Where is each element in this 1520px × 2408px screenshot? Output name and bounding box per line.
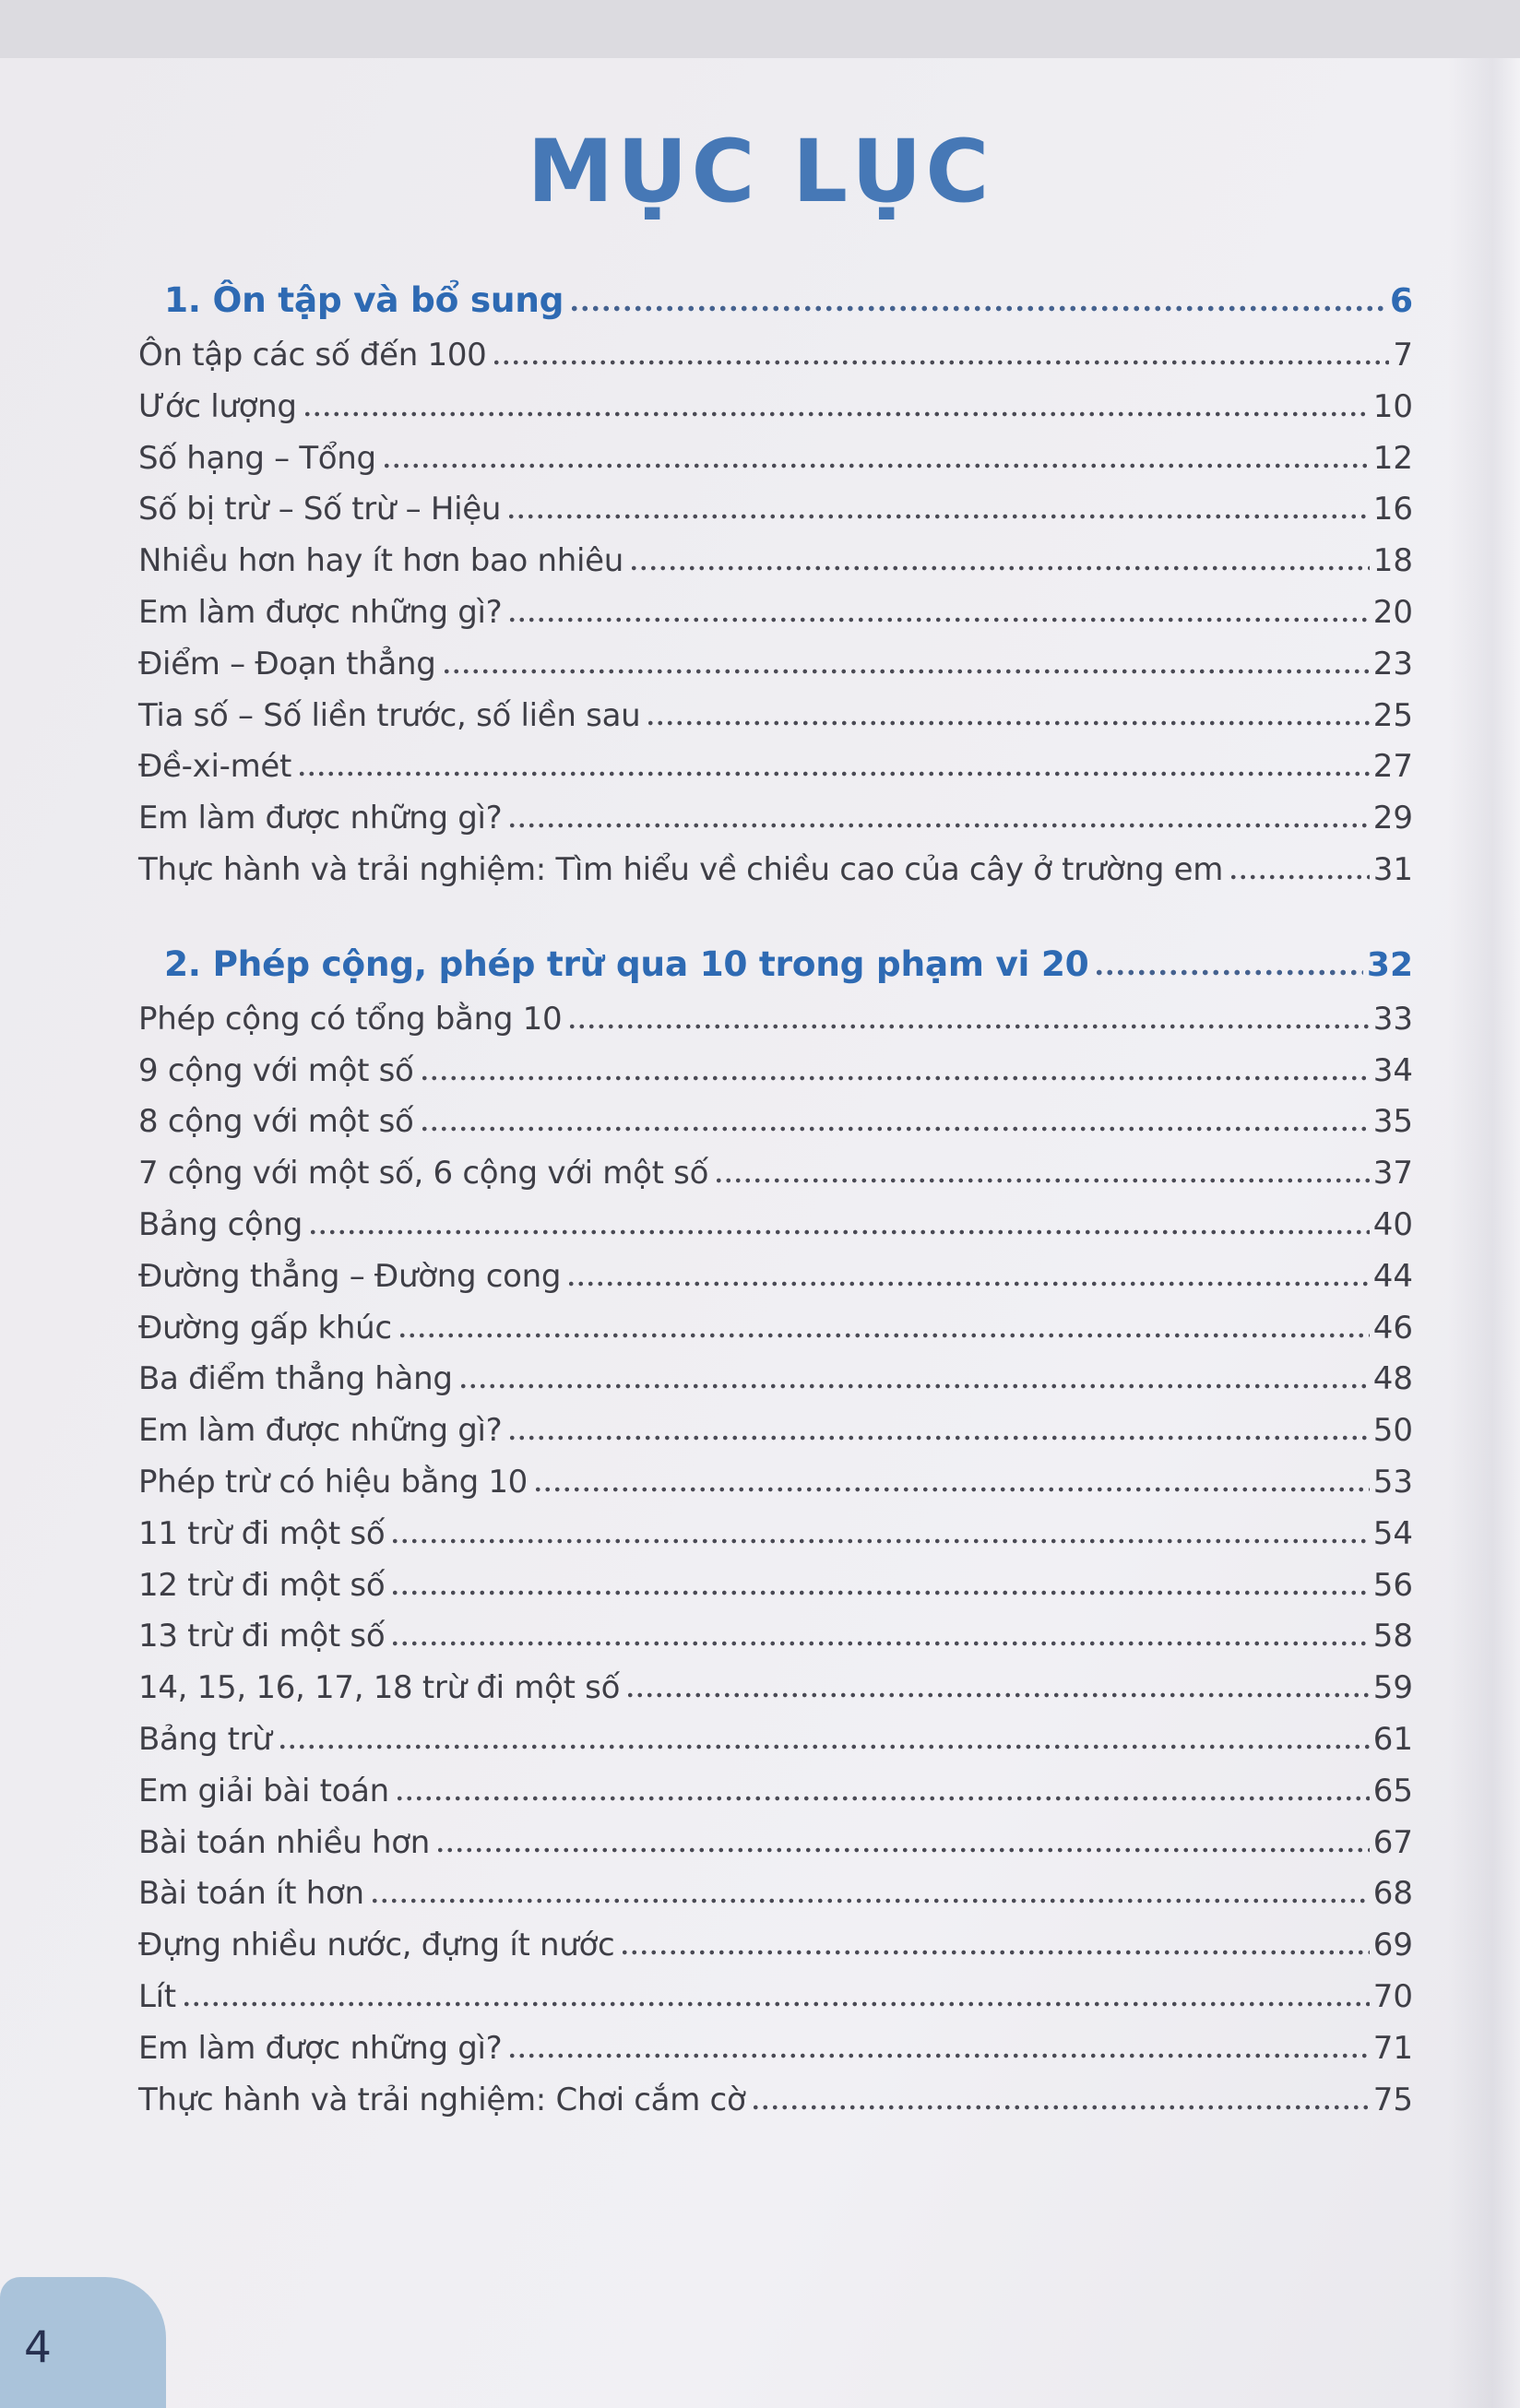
toc-entry	[138, 1259, 1413, 1311]
leader-dots-icon	[533, 1487, 1370, 1492]
toc-entry	[138, 1670, 1413, 1722]
toc-entry-label: Thực hành và trải nghiệm: Tìm hiểu về chiều cao của cây ở trường em	[138, 851, 1224, 888]
toc-entry	[138, 1207, 1413, 1259]
toc-entry-page: 75	[1372, 2081, 1413, 2118]
leader-dots-icon	[751, 2105, 1369, 2110]
toc-entry	[138, 1002, 1413, 1053]
section-gap	[138, 904, 1413, 944]
toc-entry	[138, 543, 1413, 595]
leader-dots-icon	[625, 1692, 1370, 1698]
page-title: MỤC LỤC	[527, 121, 993, 222]
leader-dots-icon	[1229, 874, 1370, 880]
toc-entry-label: Em làm được những gì?	[138, 1412, 503, 1450]
toc-entry	[138, 2031, 1413, 2082]
toc-entry-label: Đề-xi-mét	[138, 748, 292, 786]
leader-dots-icon	[182, 2001, 1370, 2007]
leader-dots-icon	[507, 2053, 1369, 2058]
leader-dots-icon	[714, 1178, 1370, 1183]
toc-entry-page: 58	[1372, 1618, 1413, 1655]
toc-entry	[138, 1465, 1413, 1516]
toc-entry-label: Số bị trừ – Số trừ – Hiệu	[138, 491, 502, 528]
toc-entry-label: Ôn tập các số đến 100	[138, 337, 487, 374]
toc-entry-label: Lít	[138, 1977, 176, 2015]
toc-entry-page: 33	[1372, 1000, 1413, 1038]
toc-entry-page: 31	[1372, 851, 1413, 888]
leader-dots-icon	[382, 463, 1370, 469]
leader-dots-icon	[569, 305, 1386, 312]
toc-entry-label: Số hạng – Tổng	[138, 439, 376, 477]
toc-entry-page: 59	[1372, 1669, 1413, 1707]
toc-entry-label: Nhiều hơn hay ít hơn bao nhiêu	[138, 542, 624, 580]
toc-entry	[138, 1722, 1413, 1773]
leader-dots-icon	[435, 1847, 1370, 1853]
leader-dots-icon	[398, 1333, 1370, 1338]
toc-entry-label: 11 trừ đi một số	[138, 1514, 386, 1552]
toc-entry-label: 13 trừ đi một số	[138, 1618, 386, 1655]
leader-dots-icon	[567, 1024, 1369, 1029]
toc-entry-label: 1. Ôn tập và bổ sung	[164, 279, 564, 321]
toc-entry-label: 12 trừ đi một số	[138, 1566, 386, 1604]
page-number: 4	[24, 2321, 52, 2373]
toc-entry	[138, 1413, 1413, 1465]
toc-entry	[138, 1311, 1413, 1362]
toc-entry	[138, 698, 1413, 750]
leader-dots-icon	[390, 1641, 1369, 1646]
toc-entry-page: 68	[1372, 1875, 1413, 1913]
toc-entry	[138, 1053, 1413, 1105]
leader-dots-icon	[390, 1590, 1369, 1595]
toc-entry-label: 2. Phép cộng, phép trừ qua 10 trong phạm vi 20	[164, 943, 1089, 984]
toc-entry-page: 23	[1372, 645, 1413, 682]
toc-entry-label: Đường thẳng – Đường cong	[138, 1257, 562, 1295]
toc-entry-label: Thực hành và trải nghiệm: Chơi cắm cờ	[138, 2081, 746, 2118]
leader-dots-icon	[420, 1075, 1370, 1081]
toc-entry	[138, 338, 1413, 389]
toc-entry-label: Tia số – Số liền trước, số liền sau	[138, 696, 641, 734]
toc-entry-page: 16	[1372, 491, 1413, 528]
toc-entry-page: 71	[1372, 2029, 1413, 2067]
toc-entry-page: 46	[1372, 1309, 1413, 1346]
leader-dots-icon	[420, 1126, 1370, 1132]
leader-dots-icon	[297, 771, 1370, 777]
toc-entry-label: Ước lượng	[138, 387, 297, 425]
toc-entry	[138, 1104, 1413, 1156]
toc-entry-page: 69	[1372, 1927, 1413, 1964]
toc-entry	[138, 2082, 1413, 2134]
toc-entry-label: Em làm được những gì?	[138, 594, 503, 632]
toc-entry-page: 25	[1372, 696, 1413, 734]
toc-entry	[138, 749, 1413, 801]
toc-entry-page: 44	[1372, 1257, 1413, 1295]
toc-entry-page: 32	[1366, 945, 1413, 984]
toc-list	[0, 280, 1520, 2133]
toc-entry	[138, 1619, 1413, 1670]
leader-dots-icon	[390, 1538, 1369, 1544]
toc-entry-page: 53	[1372, 1463, 1413, 1501]
toc-entry-page: 35	[1372, 1103, 1413, 1141]
leader-dots-icon	[566, 1281, 1370, 1287]
toc-entry-page: 61	[1372, 1720, 1413, 1758]
leader-dots-icon	[303, 411, 1370, 417]
toc-entry	[138, 852, 1413, 904]
toc-entry-page: 18	[1372, 542, 1413, 580]
toc-entry	[138, 944, 1413, 1002]
toc-entry-label: Ba điểm thẳng hàng	[138, 1360, 453, 1398]
toc-entry-page: 20	[1372, 594, 1413, 632]
toc-entry-label: Phép trừ có hiệu bằng 10	[138, 1463, 528, 1501]
toc-entry	[138, 1825, 1413, 1877]
toc-entry-page: 37	[1372, 1155, 1413, 1192]
toc-entry	[138, 1928, 1413, 1979]
toc-entry	[138, 389, 1413, 441]
leader-dots-icon	[506, 514, 1370, 519]
leader-dots-icon	[507, 823, 1369, 828]
leader-dots-icon	[629, 565, 1370, 571]
toc-entry	[138, 441, 1413, 492]
toc-entry-label: Điểm – Đoạn thẳng	[138, 645, 436, 682]
leader-dots-icon	[646, 720, 1369, 726]
toc-entry-label: Em làm được những gì?	[138, 800, 503, 837]
toc-entry	[138, 595, 1413, 646]
toc-entry-label: Em giải bài toán	[138, 1772, 389, 1809]
toc-entry-label: Bảng trừ	[138, 1720, 272, 1758]
leader-dots-icon	[395, 1796, 1370, 1801]
toc-entry	[138, 1979, 1413, 2031]
leader-dots-icon	[308, 1229, 1370, 1235]
leader-dots-icon	[507, 617, 1369, 623]
toc-entry-page: 10	[1372, 387, 1413, 425]
leader-dots-icon	[458, 1383, 1370, 1389]
toc-entry-page: 29	[1372, 800, 1413, 837]
toc-entry-label: 9 cộng với một số	[138, 1051, 414, 1089]
book-page-scan	[0, 58, 1520, 2408]
toc-entry-label: 7 cộng với một số, 6 cộng với một số	[138, 1155, 709, 1192]
toc-entry	[138, 1516, 1413, 1568]
toc-entry-label: 14, 15, 16, 17, 18 trừ đi một số	[138, 1669, 621, 1707]
toc-entry-page: 70	[1372, 1977, 1413, 2015]
toc-entry-label: Bảng cộng	[138, 1205, 303, 1243]
toc-entry-page: 54	[1372, 1514, 1413, 1552]
toc-entry	[138, 1361, 1413, 1413]
leader-dots-icon	[370, 1898, 1370, 1904]
toc-entry-label: Bài toán nhiều hơn	[138, 1823, 431, 1861]
toc-entry-page: 7	[1393, 337, 1413, 374]
toc-entry	[138, 1876, 1413, 1928]
leader-dots-icon	[278, 1744, 1370, 1750]
toc-entry-page: 34	[1372, 1051, 1413, 1089]
toc-entry	[138, 801, 1413, 852]
toc-entry-page: 6	[1389, 282, 1413, 321]
toc-entry	[138, 646, 1413, 698]
toc-entry-page: 67	[1372, 1823, 1413, 1861]
toc-entry	[138, 1568, 1413, 1619]
leader-dots-icon	[492, 360, 1389, 365]
toc-entry-label: Đường gấp khúc	[138, 1309, 392, 1346]
toc-entry-page: 56	[1372, 1566, 1413, 1604]
toc-entry	[138, 492, 1413, 543]
toc-entry-label: Em làm được những gì?	[138, 2029, 503, 2067]
toc-entry-label: Phép cộng có tổng bằng 10	[138, 1000, 563, 1038]
toc-entry-page: 12	[1372, 439, 1413, 477]
toc-entry	[138, 1773, 1413, 1825]
toc-entry-page: 40	[1372, 1205, 1413, 1243]
toc-entry-label: Bài toán ít hơn	[138, 1875, 364, 1913]
toc-entry	[138, 280, 1413, 338]
leader-dots-icon	[1094, 969, 1362, 976]
toc-entry	[138, 1156, 1413, 1207]
toc-entry-label: Đựng nhiều nước, đựng ít nước	[138, 1927, 615, 1964]
leader-dots-icon	[507, 1435, 1369, 1441]
leader-dots-icon	[620, 1950, 1369, 1955]
toc-entry-page: 27	[1372, 748, 1413, 786]
toc-entry-page: 50	[1372, 1412, 1413, 1450]
toc-entry-page: 65	[1372, 1772, 1413, 1809]
toc-entry-label: 8 cộng với một số	[138, 1103, 414, 1141]
toc-entry-page: 48	[1372, 1360, 1413, 1398]
leader-dots-icon	[442, 669, 1370, 674]
